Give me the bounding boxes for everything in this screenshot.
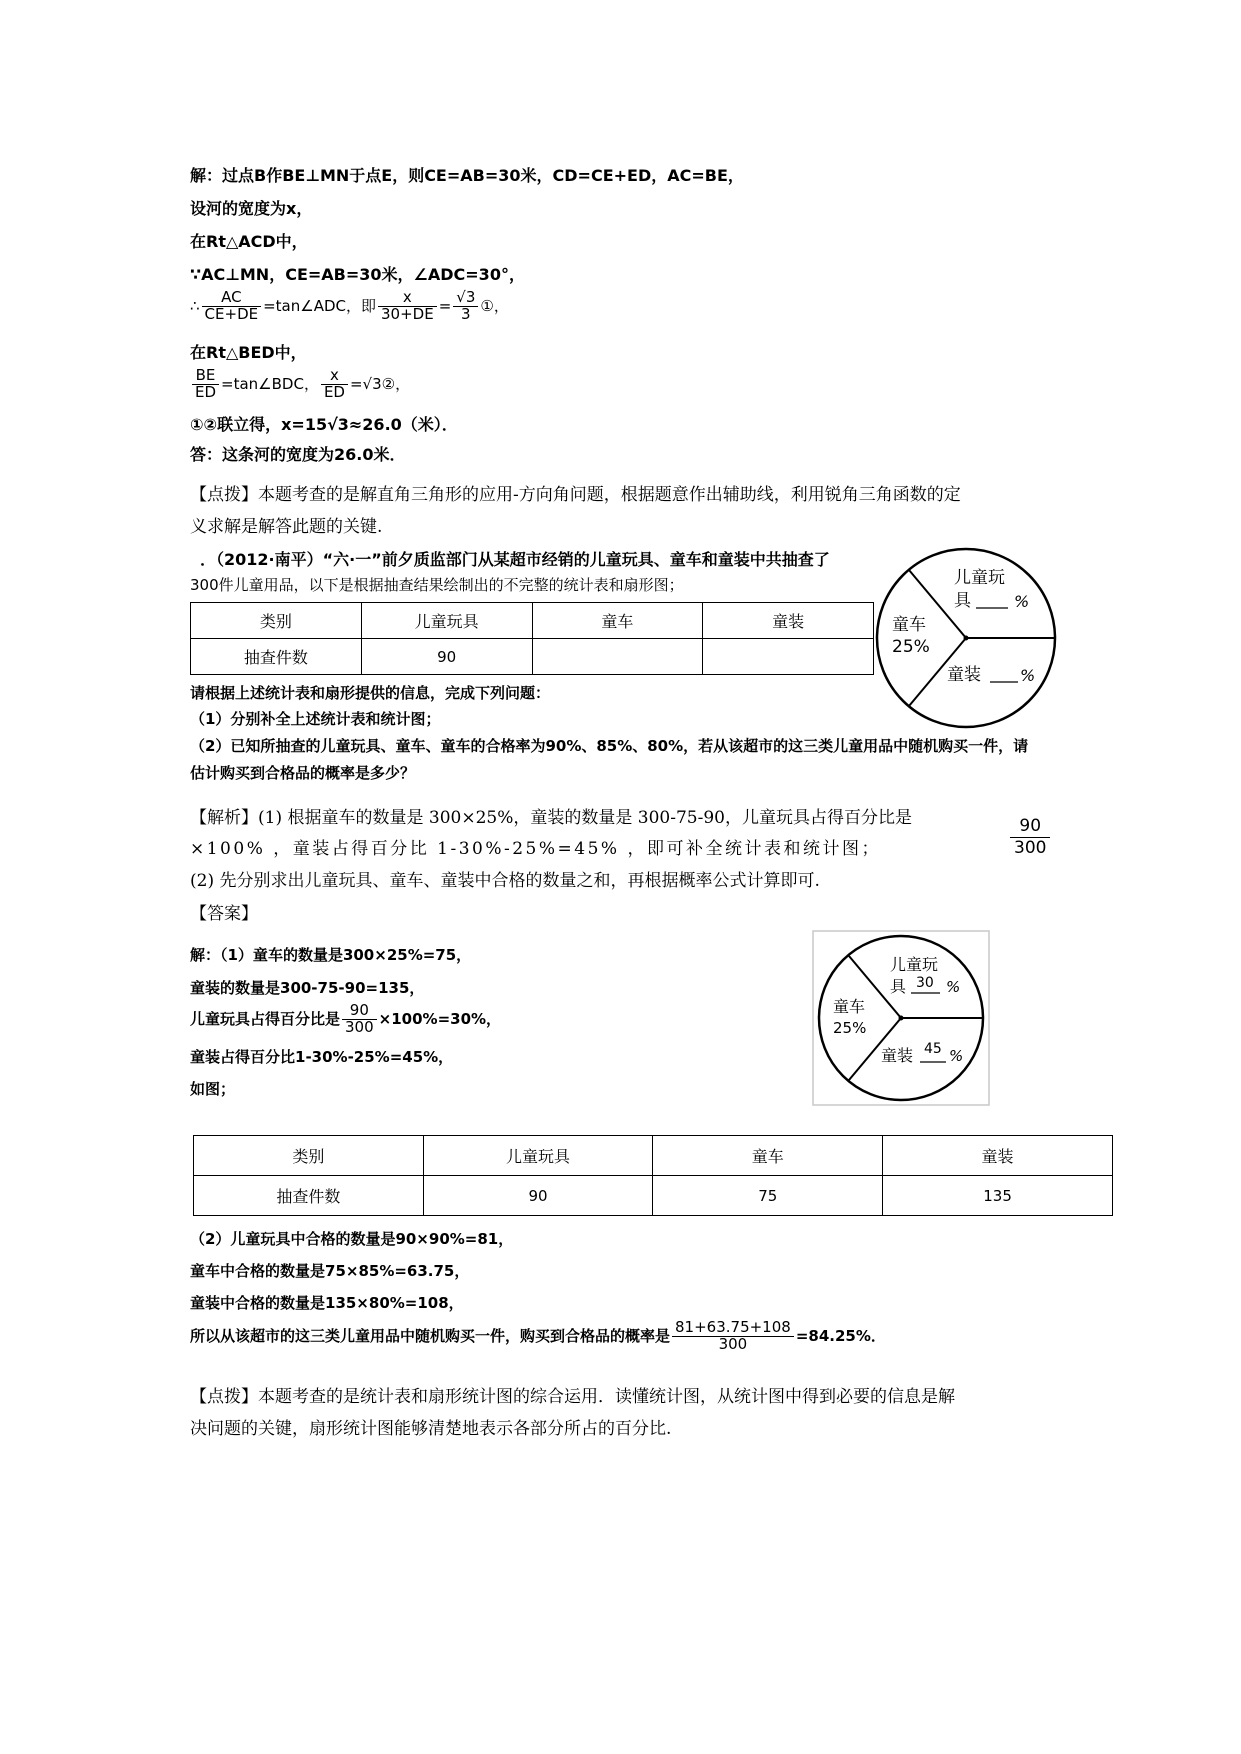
solution-line-6: 在Rt△BED中，: [190, 343, 307, 362]
answer-table-cell-toys: 90: [423, 1176, 653, 1216]
fraction-be-ed: $\frac{BE}{ED}$: [192, 368, 219, 401]
answer-line-1: 解：（1）童车的数量是300×25%=75，: [190, 946, 472, 964]
fraction-sqrt3-3: $\frac{√3}{3}$: [453, 290, 478, 323]
table-cell-toys: 90: [361, 639, 532, 675]
note-1-line-2: 义求解是解答此题的关键.: [190, 517, 383, 537]
answer-pie-value-toys: 30: [916, 975, 934, 991]
answer-pie-label-car: 童车: [833, 997, 866, 1016]
analysis-fraction: [1010, 816, 1050, 860]
pie-pct-car: 25%: [892, 637, 930, 657]
analysis-line-1: 【解析】(1) 根据童车的数量是 300×25%，童装的数量是 300-75-90，儿童玩具占得百分比是: [190, 808, 912, 828]
question-2-line-1: （2）已知所抽查的儿童玩具、童车、童车的合格率为90%、85%、80%，若从该超市的这三类儿童用品中随机购买一件，请: [190, 737, 1029, 755]
table-cell-car: [532, 639, 703, 675]
analysis-line-2: ×100% ，童装占得百分比 1-30%-25%=45% ，即可补全统计表和统计图；: [190, 839, 881, 859]
answer-table-header-toys: 儿童玩具: [423, 1136, 653, 1176]
analysis-fraction-numerator: 90: [1010, 816, 1050, 838]
answer-table-row-label: 抽查件数: [194, 1176, 424, 1216]
answer-pie-label-toys-2: 具: [890, 977, 907, 996]
problem-stats-table: [190, 602, 874, 675]
solution-line-9: 答：这条河的宽度为26.0米．: [190, 445, 406, 464]
answer-part2-line-1: （2）儿童玩具中合格的数量是90×90%=81，: [190, 1230, 514, 1248]
analysis-line-3: (2) 先分别求出儿童玩具、童车、童装中合格的数量之和，再根据概率公式计算即可.: [190, 871, 820, 891]
question-intro: 请根据上述统计表和扇形提供的信息，完成下列问题：: [190, 684, 551, 702]
answer-line-3: 儿童玩具占得百分比是 $\frac{90}{300}$ ×100%=30%，: [190, 1001, 502, 1036]
answer-probability-fraction: $\frac{81+63.75+108}{300}$: [672, 1320, 794, 1353]
pie-label-toys-2: 具: [954, 591, 971, 611]
answer-table-header-row: [194, 1136, 1113, 1176]
solution-line-4: ∵AC⊥MN，CE=AB=30米，∠ADC=30°，: [190, 265, 525, 284]
answer-line-5: 如图；: [190, 1080, 236, 1098]
answer-pie-pct-car: 25%: [833, 1019, 867, 1037]
pie-pct-clothes: %: [1020, 666, 1036, 685]
answer-part2-line-4: 所以从该超市的这三类儿童用品中随机购买一件，购买到合格品的概率是 $\frac{81+63.75+108}{300}$ =84.25%．: [190, 1318, 886, 1353]
pie-label-car: 童车: [892, 615, 926, 635]
answer-part2-line-3: 童装中合格的数量是135×80%=108，: [190, 1294, 464, 1312]
solution-line-3: 在Rt△ACD中，: [190, 232, 308, 251]
solution-line-2: 设河的宽度为x，: [190, 199, 313, 218]
answer-stats-table: [193, 1135, 1113, 1216]
answer-pie-label-clothes: 童装: [881, 1046, 914, 1065]
pie-label-clothes: 童装: [947, 665, 981, 685]
problem-line-2: 300件儿童用品，以下是根据抽查结果绘制出的不完整的统计表和扇形图；: [190, 576, 684, 594]
answer-pie-chart: [812, 930, 990, 1106]
table-row-label: 抽查件数: [191, 639, 362, 675]
answer-pie-pct-toys: %: [946, 978, 961, 996]
answer-line-4: 童装占得百分比1-30%-25%=45%，: [190, 1048, 454, 1066]
therefore-symbol: ∴: [190, 296, 200, 315]
pie-pct-toys: %: [1014, 592, 1030, 611]
question-2-line-2: 估计购买到合格品的概率是多少？: [190, 764, 416, 782]
answer-line-2: 童装的数量是300-75-90=135，: [190, 979, 425, 997]
answer-pie-center: [899, 1016, 904, 1021]
answer-table-cell-clothes: 135: [883, 1176, 1113, 1216]
note-1-line-1: 【点拨】本题考查的是解直角三角形的应用-方向角问题，根据题意作出辅助线，利用锐角三角函数的定: [190, 485, 961, 505]
note-2-line-2: 决问题的关键，扇形统计图能够清楚地表示各部分所占的百分比.: [190, 1419, 672, 1439]
table-header-car: 童车: [532, 603, 703, 639]
answer-fraction-90-300: $\frac{90}{300}$: [342, 1003, 377, 1036]
answer-table-header-clothes: 童装: [883, 1136, 1113, 1176]
answer-table-header-car: 童车: [653, 1136, 883, 1176]
table-row: [194, 1176, 1113, 1216]
answer-pie-label-toys-1: 儿童玩: [890, 955, 939, 974]
answer-pie-pct-clothes: %: [949, 1047, 964, 1065]
table-header-toys: 儿童玩具: [361, 603, 532, 639]
answer-pie-value-clothes: 45: [924, 1041, 942, 1057]
answer-part2-line-2: 童车中合格的数量是75×85%=63.75，: [190, 1262, 470, 1280]
answer-table-cell-car: 75: [653, 1176, 883, 1216]
analysis-fraction-denominator: 300: [1014, 838, 1047, 859]
table-cell-clothes: [703, 639, 874, 675]
solution-line-8: ①②联立得，x=15√3≈26.0（米）．: [190, 415, 458, 434]
solution-line-1: 解：过点B作BE⊥MN于点E，则CE=AB=30米，CD=CE+ED，AC=BE，: [190, 166, 744, 185]
table-header-row: [191, 603, 874, 639]
solution-line-5: ∴ $\frac{AC}{CE+DE}$ =tan∠ADC，即 $\frac{x}{30+DE}$ = $\frac{√3}{3}$ ①，: [190, 288, 509, 323]
answer-table-header-category: 类别: [194, 1136, 424, 1176]
problem-pie-chart: [870, 546, 1070, 731]
fraction-x-ed: $\frac{x}{ED}$: [321, 368, 348, 401]
table-header-clothes: 童装: [703, 603, 874, 639]
table-header-category: 类别: [191, 603, 362, 639]
fraction-ac-ce-de: $\frac{AC}{CE+DE}$: [202, 290, 262, 323]
problem-line-1: ．（2012·南平）“六·一”前夕质监部门从某超市经销的儿童玩具、童车和童装中共抽查了: [200, 550, 830, 569]
pie-center: [964, 636, 969, 641]
answer-heading: 【答案】: [190, 904, 258, 924]
question-1: （1）分别补全上述统计表和统计图；: [190, 710, 441, 728]
fraction-x-30-de: $\frac{x}{30+DE}$: [378, 290, 437, 323]
solution-line-7: $\frac{BE}{ED}$ =tan∠BDC， $\frac{x}{ED}$ =√3②，: [190, 368, 410, 401]
table-row: [191, 639, 874, 675]
note-2-line-1: 【点拨】本题考查的是统计表和扇形统计图的综合运用．读懂统计图，从统计图中得到必要的信息是解: [190, 1387, 955, 1407]
pie-label-toys-1: 儿童玩: [954, 568, 1005, 588]
